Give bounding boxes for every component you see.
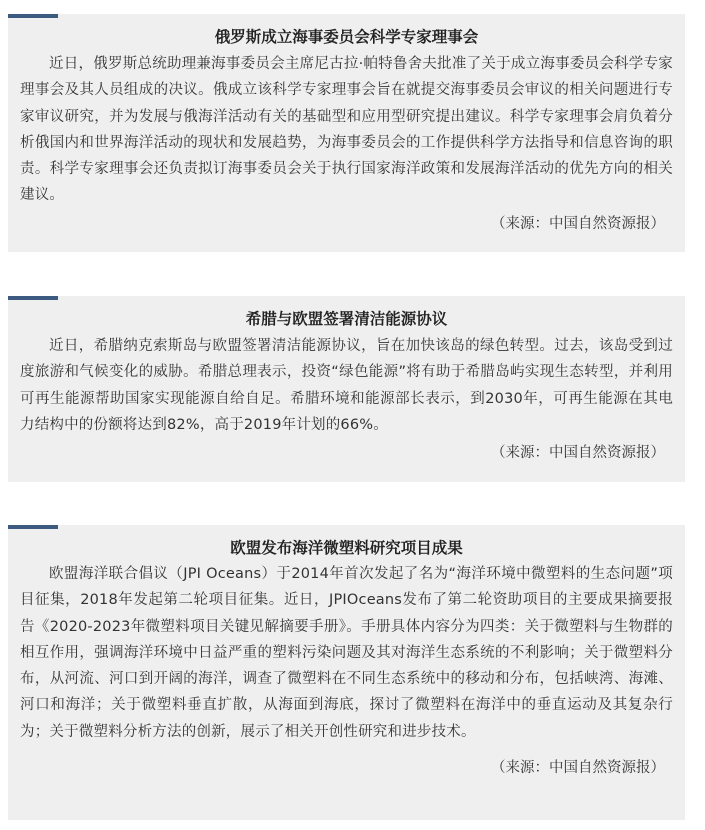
accent-bar — [8, 525, 58, 529]
article-body: 欧盟海洋联合倡议（JPI Oceans）于2014年首次发起了名为“海洋环境中微塑料的生态问题”项目征集，2018年发起第二轮项目征集。近日，JPIOceans发布了第二轮资助项目的主要成果摘要报告《2020-2023年微塑料项目关键见解摘要手册》。手册具体内容分为四类：关于微塑料与生物群的相互作用，强调海洋环境中日益严重的塑料污染问题及其对海洋生态系统的不利影响；关于微塑料分布，从河流、河口到开阔的海洋，调查了微塑料在不同生态系统中的移动和分布，包括峡湾、海滩、河口和海洋；关于微塑料垂直扩散，从海面到海底，探讨了微塑料在海洋中的垂直运动及其复杂行为；关于微塑料分析方法的创新，展示了相关开创性研究和进步技术。 — [20, 566, 673, 740]
news-card-russia — [8, 14, 685, 252]
article-source: （来源：中国自然资源报） — [491, 215, 665, 232]
article-body: 近日，希腊纳克索斯岛与欧盟签署清洁能源协议，旨在加快该岛的绿色转型。过去，该岛受到过度旅游和气候变化的威胁。希腊总理表示，投资“绿色能源”将有助于希腊岛屿实现生态转型，并利用可再生能源帮助国家实现能源自给自足。希腊环境和能源部长表示，到2030年，可再生能源在其电力结构中的份额将达到82%，高于2019年计划的66%。 — [20, 338, 673, 433]
article-source: （来源：中国自然资源报） — [491, 760, 665, 777]
accent-bar — [8, 14, 58, 18]
article-body: 近日，俄罗斯总统助理兼海事委员会主席尼古拉·帕特鲁舍夫批准了关于成立海事委员会科学专家理事会及其人员组成的决议。俄成立该科学专家理事会旨在就提交海事委员会审议的相关问题进行专家审议研究，并为发展与俄海洋活动有关的基础型和应用型研究提出建议。科学专家理事会肩负着分析俄国内和世界海洋活动的现状和发展趋势，为海事委员会的工作提供科学方法指导和信息咨询的职责。科学专家理事会还负责拟订海事委员会关于执行国家海洋政策和发展海洋活动的优先方向的相关建议。 — [20, 56, 673, 204]
article-title: 欧盟发布海洋微塑料研究项目成果 — [230, 539, 463, 557]
article-title: 希腊与欧盟签署清洁能源协议 — [245, 310, 448, 328]
news-card-greece — [8, 296, 685, 482]
article-title: 俄罗斯成立海事委员会科学专家理事会 — [214, 28, 479, 46]
accent-bar — [8, 296, 58, 300]
news-card-eu-microplastics — [8, 525, 685, 820]
article-source: （来源：中国自然资源报） — [491, 445, 665, 462]
